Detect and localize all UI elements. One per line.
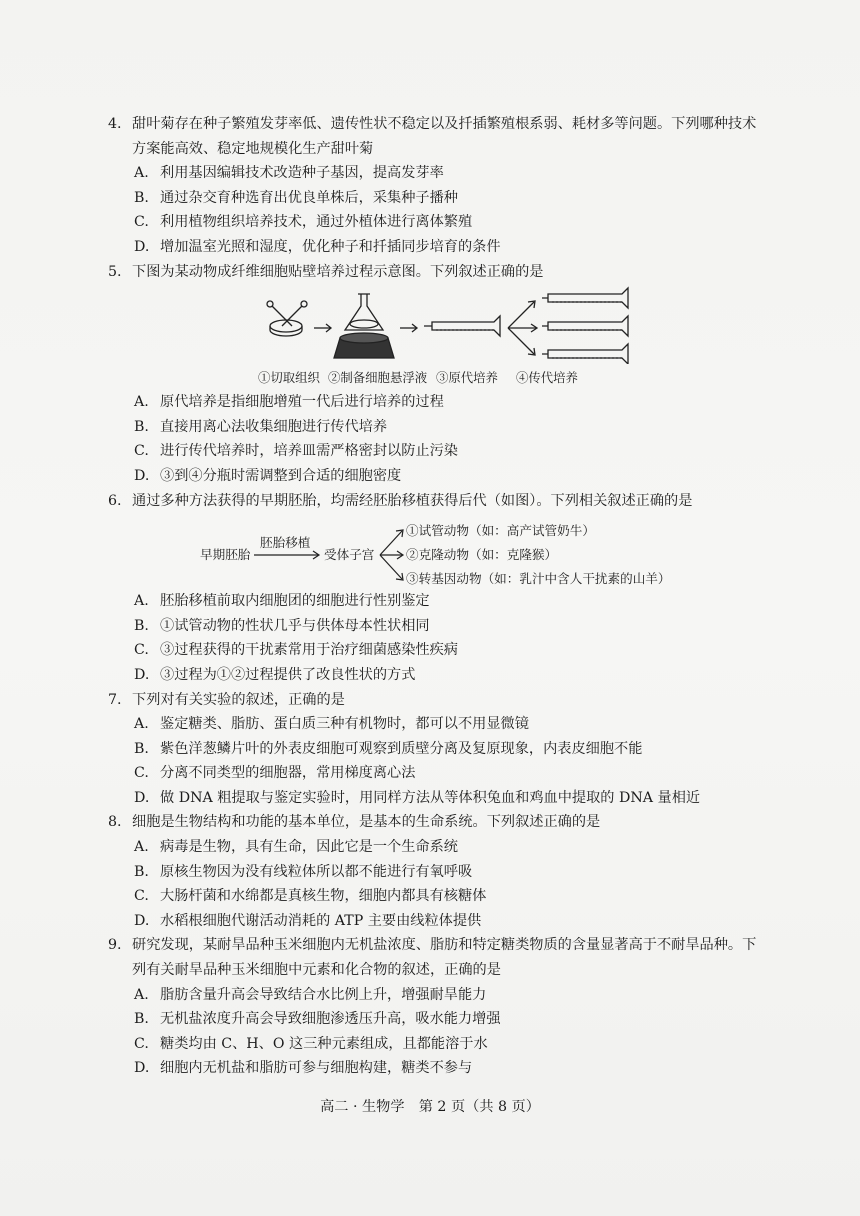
scissors-icon — [272, 306, 292, 326]
caption-1: ①切取组织 — [258, 370, 320, 386]
option-c: C. 进行传代培养时，培养皿需严格密封以防止污染 — [134, 443, 458, 460]
question-number: 9. — [108, 937, 122, 954]
question-number: 4. — [108, 116, 122, 132]
question-6 — [108, 489, 758, 688]
question-stem: 下图为某动物成纤维细胞贴壁培养过程示意图。下列叙述正确的是 — [132, 263, 544, 280]
option-d: D. ③过程为①②过程提供了改良性状的方式 — [134, 666, 416, 683]
branch-cloned-animal: ②克隆动物（如：克隆猴） — [406, 547, 558, 563]
question-4 — [108, 112, 758, 260]
option-b: B. 紫色洋葱鳞片叶的外表皮细胞可观察到质壁分离及复原现象，内表皮细胞不能 — [134, 740, 643, 757]
option-c: C. ③过程获得的干扰素常用于治疗细菌感染性疾病 — [134, 642, 458, 659]
caption-4: ④传代培养 — [516, 370, 578, 386]
option-b: B. 无机盐浓度升高会导致细胞渗透压升高，吸水能力增强 — [134, 1011, 501, 1028]
option-c: C. 分离不同类型的细胞器，常用梯度离心法 — [134, 765, 416, 782]
branch-transgenic-animal: ③转基因动物（如：乳汁中含人干扰素的山羊） — [406, 571, 671, 587]
option-a: A. 脂肪含量升高会导致结合水比例上升，增强耐旱能力 — [134, 986, 487, 1003]
passage-flask-icon — [542, 344, 628, 364]
option-d: D. ③到④分瓶时需调整到合适的细胞密度 — [134, 467, 402, 484]
question-stem: 研究发现，某耐旱品种玉米细胞内无机盐浓度、脂肪和特定糖类物质的含量显著高于不耐旱品种。下列有关耐旱品种玉米细胞中元素和化合物的叙述，正确的是 — [132, 937, 757, 979]
caption-2: ②制备细胞悬浮液 — [328, 370, 428, 386]
option-d: D. 细胞内无机盐和脂肪可参与细胞构建，糖类不参与 — [134, 1060, 473, 1077]
option-b: B. 原核生物因为没有线粒体所以都不能进行有氧呼吸 — [134, 863, 473, 880]
option-b: B. 通过杂交育种选育出优良单株后，采集种子播种 — [134, 189, 458, 206]
page-footer: 高二 · 生物学 第 2 页（共 8 页） — [320, 1099, 540, 1115]
option-d: D. 做 DNA 粗提取与鉴定实验时，用同样方法从等体积兔血和鸡血中提取的 DNA 量相近 — [134, 789, 701, 806]
question-number: 7. — [108, 691, 122, 708]
question-stem: 通过多种方法获得的早期胚胎，均需经胚胎移植获得后代（如图）。下列相关叙述正确的是 — [132, 492, 693, 509]
option-d: D. 增加温室光照和湿度，优化种子和扦插同步培育的条件 — [134, 238, 501, 255]
culture-flask-icon — [424, 316, 500, 336]
recipient-uterus-label: 受体子宫 — [324, 547, 375, 563]
cell-culture-diagram — [258, 280, 638, 364]
caption-3: ③原代培养 — [436, 370, 498, 386]
cell-culture-figure — [108, 286, 758, 368]
option-c: C. 利用植物组织培养技术，通过外植体进行离体繁殖 — [134, 214, 473, 231]
option-a: A. 胚胎移植前取内细胞团的细胞进行性别鉴定 — [134, 593, 430, 610]
question-8 — [108, 810, 758, 933]
passage-flask-icon — [542, 288, 628, 308]
question-7 — [108, 688, 758, 811]
option-b: B. ①试管动物的性状几乎与供体母本性状相同 — [134, 617, 430, 634]
option-a: A. 鉴定糖类、脂肪、蛋白质三种有机物时，都可以不用显微镜 — [134, 716, 529, 733]
question-5 — [108, 260, 758, 489]
embryo-transfer-label: 胚胎移植 — [260, 535, 311, 551]
question-number: 6. — [108, 492, 122, 509]
page-content — [108, 112, 758, 1081]
figure-caption — [108, 368, 758, 388]
option-c: C. 糖类均由 C、H、O 这三种元素组成，且都能溶于水 — [134, 1035, 488, 1052]
question-stem: 甜叶菊存在种子繁殖发芽率低、遗传性状不稳定以及扦插繁殖根系弱、耗材多等问题。下列哪种技术方案能高效、稳定地规模化生产甜叶菊 — [132, 116, 757, 157]
option-d: D. 水稻根细胞代谢活动消耗的 ATP 主要由线粒体提供 — [134, 912, 482, 929]
embryo-transfer-figure — [108, 513, 758, 589]
question-number: 5. — [108, 263, 122, 280]
early-embryo-label: 早期胚胎 — [200, 547, 251, 563]
option-a: A. 原代培养是指细胞增殖一代后进行培养的过程 — [134, 394, 444, 411]
option-a: A. 利用基因编辑技术改造种子基因，提高发芽率 — [134, 165, 444, 182]
option-c: C. 大肠杆菌和水绵都是真核生物，细胞内都具有核糖体 — [134, 888, 487, 905]
branch-test-tube-animal: ①试管动物（如：高产试管奶牛） — [406, 523, 595, 539]
question-stem: 细胞是生物结构和功能的基本单位，是基本的生命系统。下列叙述正确的是 — [132, 814, 601, 831]
option-a: A. 病毒是生物，具有生命，因此它是一个生命系统 — [134, 839, 458, 856]
question-stem: 下列对有关实验的叙述，正确的是 — [132, 691, 345, 708]
option-b: B. 直接用离心法收集细胞进行传代培养 — [134, 418, 388, 435]
question-9 — [108, 933, 758, 1081]
question-number: 8. — [108, 814, 122, 831]
passage-flask-icon — [542, 316, 628, 336]
